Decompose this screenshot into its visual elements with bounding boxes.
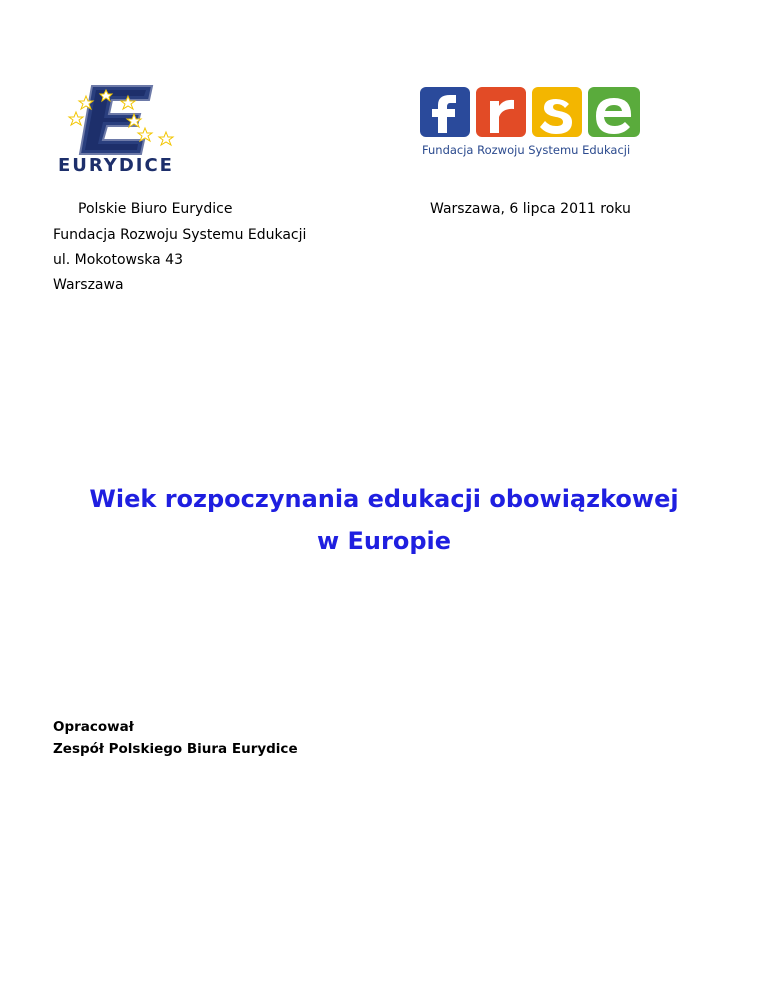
frse-letters-icon (420, 87, 642, 141)
eurydice-logo (52, 82, 184, 176)
eurydice-wordmark: EURYDICE (58, 155, 174, 176)
eurydice-emblem-icon (52, 82, 184, 160)
author-label: Opracował (53, 719, 134, 735)
sender-city: Warszawa (53, 277, 124, 293)
document-title-line2: w Europie (316, 527, 451, 555)
frse-logo (420, 87, 642, 159)
sender-office: Polskie Biuro Eurydice (78, 201, 233, 217)
sender-street: ul. Mokotowska 43 (53, 252, 183, 268)
sender-foundation: Fundacja Rozwoju Systemu Edukacji (53, 227, 307, 243)
document-title (0, 478, 768, 562)
date-line: Warszawa, 6 lipca 2011 roku (430, 201, 631, 217)
document-title-line1: Wiek rozpoczynania edukacji obowiązkowej (89, 485, 679, 513)
frse-tagline: Fundacja Rozwoju Systemu Edukacji (422, 143, 631, 157)
author-name: Zespół Polskiego Biura Eurydice (53, 741, 298, 757)
